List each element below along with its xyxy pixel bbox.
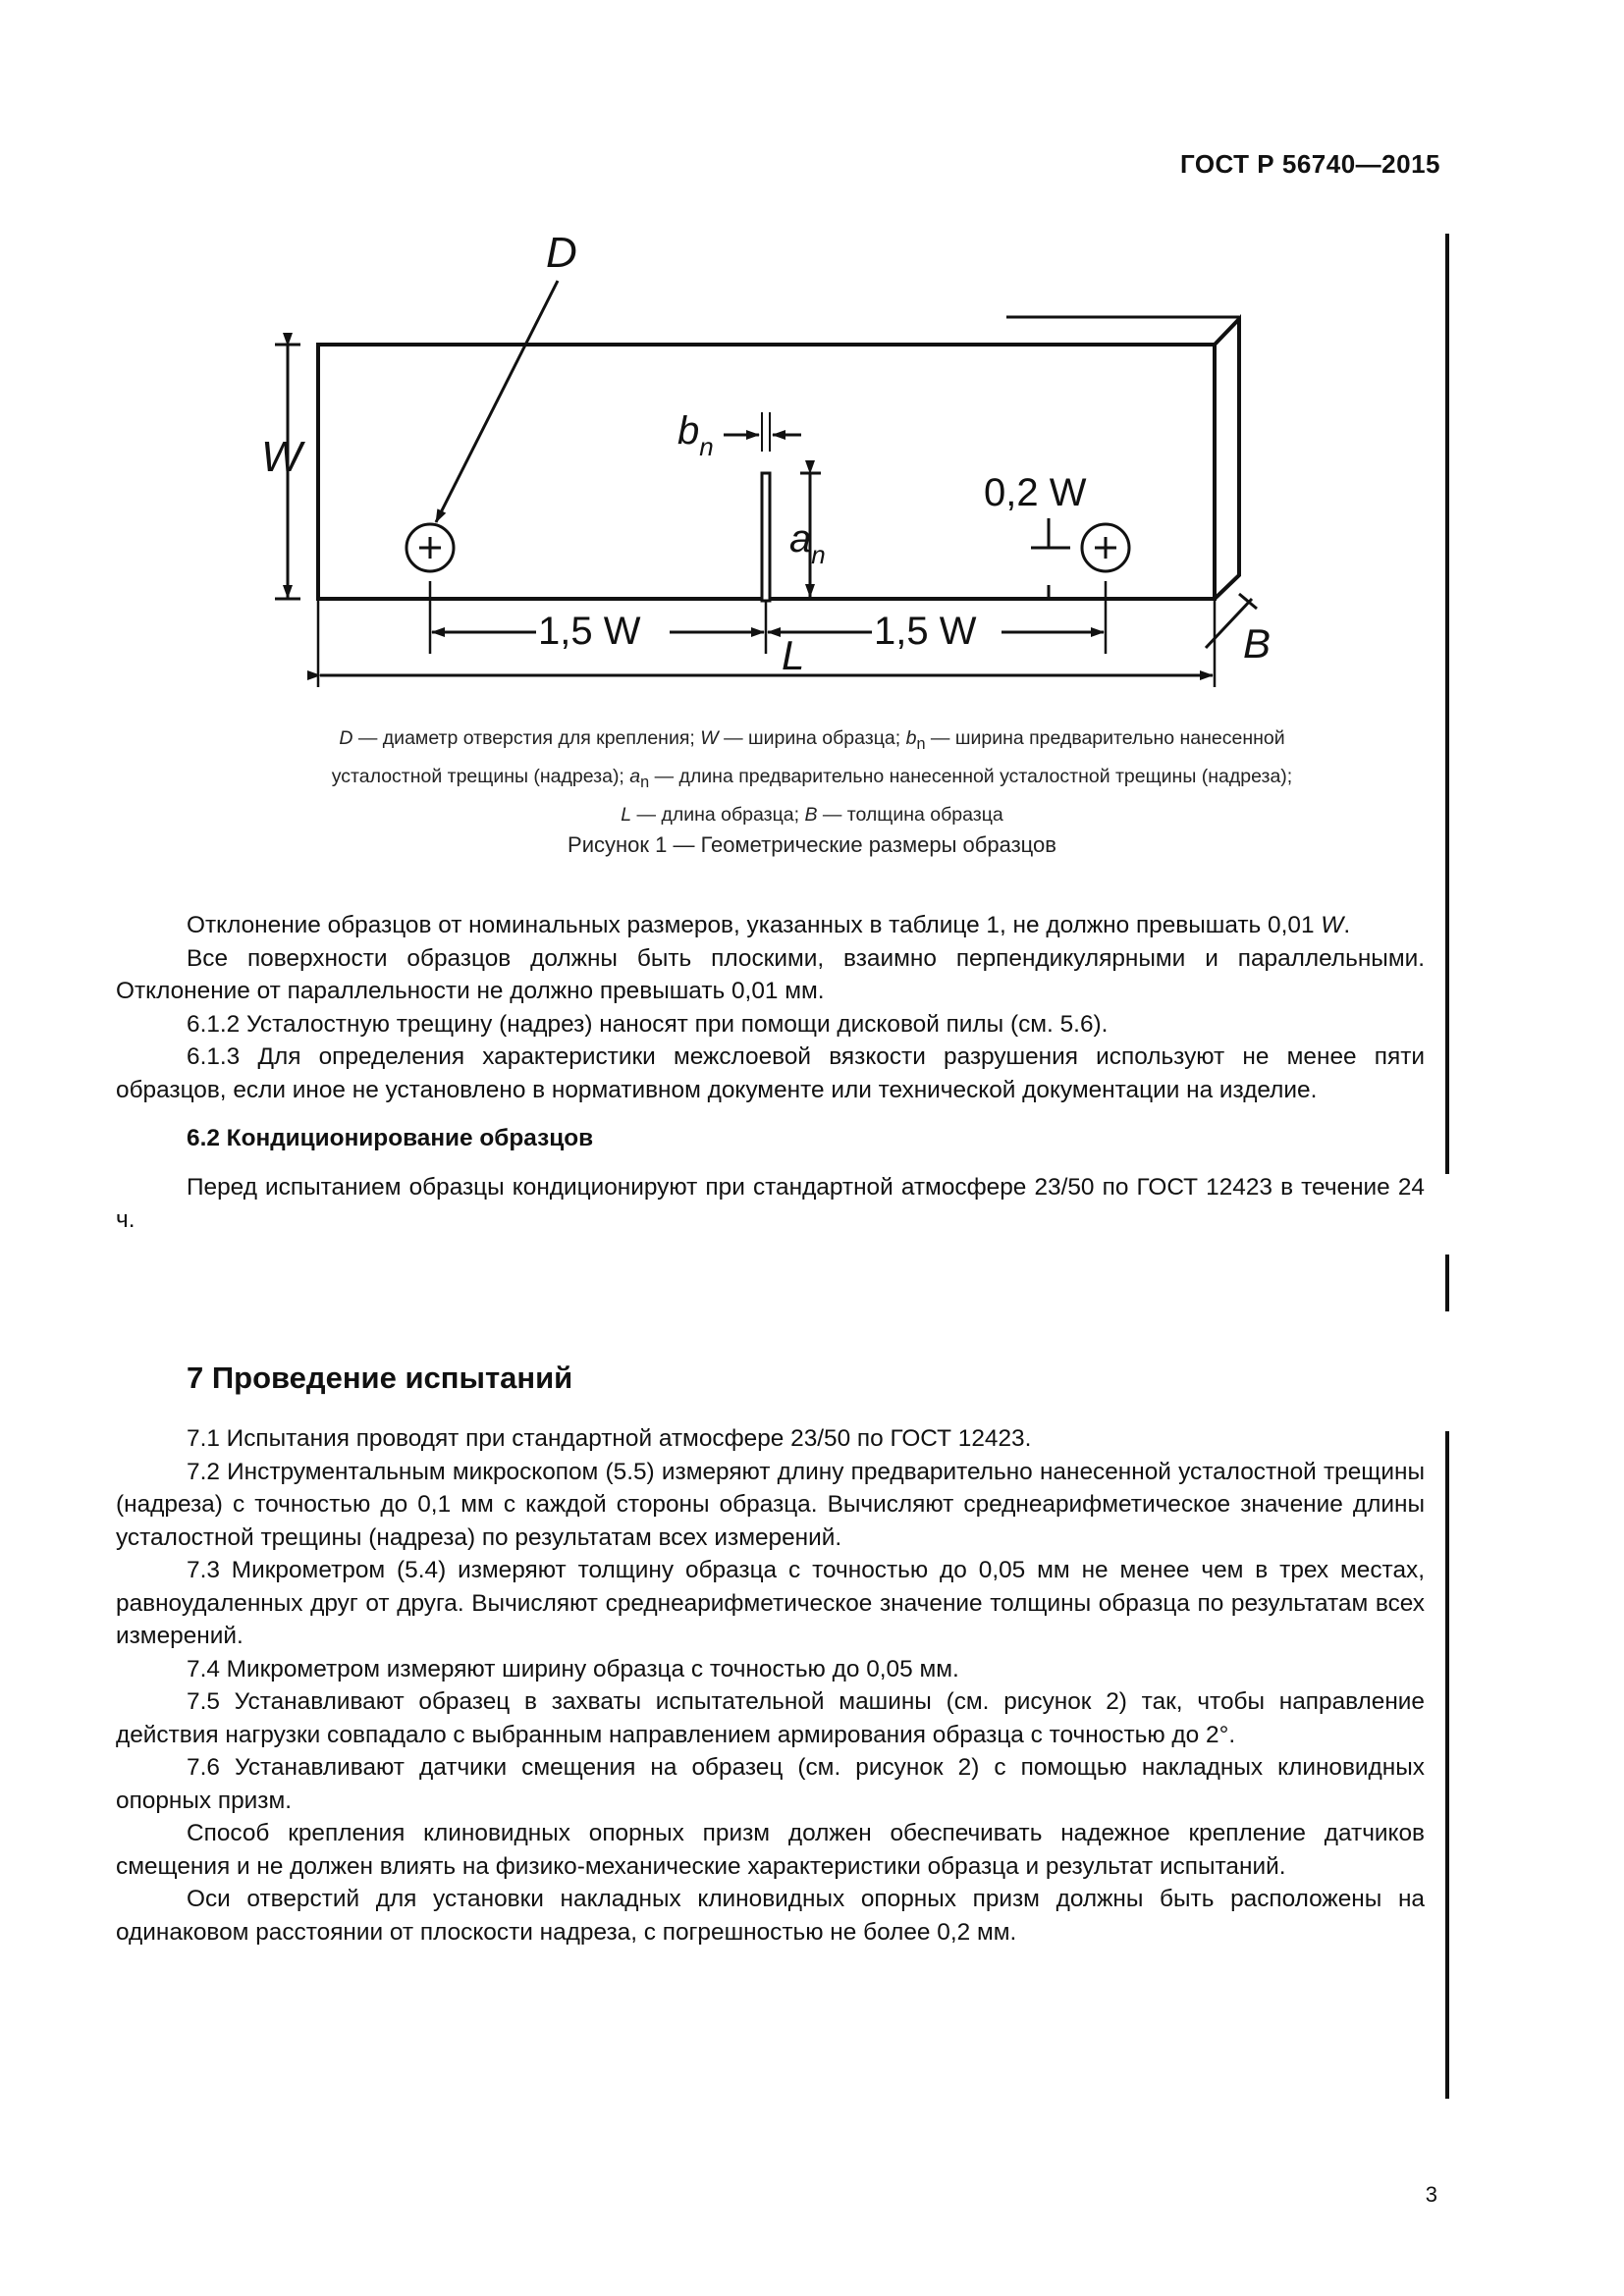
- d-leader: [436, 281, 558, 522]
- label-w: W: [261, 433, 302, 481]
- document-code: ГОСТ Р 56740—2015: [1179, 149, 1440, 179]
- paragraph: Способ крепления клиновидных опорных призм должен обеспечивать надежное крепление датчиков смещения и не должен влиять на физико-механические характеристики образца и результат испытаний.: [116, 1820, 1425, 1880]
- label-1-5w-right: 1,5 W: [874, 610, 977, 653]
- paragraph: 7.2 Инструментальным микроскопом (5.5) измеряют длину предварительно нанесенной усталостной трещины (надреза) с точностью до 0,1 мм с каждой стороны образца. Вычисляют среднеарифметическое значение длины усталостной трещины (надреза) по результатам всех измерений.: [116, 1458, 1425, 1551]
- paragraph: 7.5 Устанавливают образец в захваты испытательной машины (см. рисунок 2) так, чтобы направление действия нагрузки совпадало с выбранным направлением армирования образца с точностью до 2°.: [116, 1688, 1425, 1748]
- paragraph: 7.1 Испытания проводят при стандартной атмосфере 23/50 по ГОСТ 12423.: [187, 1425, 1032, 1452]
- specimen-figure: [0, 206, 1624, 707]
- subsection-title: 6.2 Кондиционирование образцов: [187, 1125, 594, 1151]
- change-bar: [1445, 1431, 1449, 2099]
- mounting-hole: [406, 524, 454, 571]
- paragraph: Отклонение образцов от номинальных размеров, указанных в таблице 1, не должно превышать 0,01 W.: [187, 912, 1351, 938]
- label-l: L: [782, 632, 805, 678]
- paragraph: 6.1.2 Усталостную трещину (надрез) наносят при помощи дисковой пилы (см. 5.6).: [187, 1010, 1109, 1038]
- w02-marker: [1031, 518, 1070, 599]
- figure-legend: D — диаметр отверстия для крепления; W — ширина образца; $b_n$ — ширина предварительно нанесенной усталостной трещины (надреза); $a_n$ — длина предварительно нанесенной усталостной трещины (надреза); L — длина образца; B — толщина образца: [331, 727, 1293, 826]
- label-bn: $b_n$: [677, 409, 714, 461]
- notch: [762, 473, 770, 601]
- label-0-2w: 0,2 W: [984, 471, 1087, 514]
- section-6-body: [116, 909, 1425, 1237]
- figure-caption: Рисунок 1 — Геометрические размеры образцов: [568, 832, 1056, 857]
- section-7-body: [116, 1422, 1425, 1949]
- page-number: 3: [1425, 2182, 1437, 2207]
- paragraph: Перед испытанием образцы кондиционируют при стандартной атмосфере 23/50 по ГОСТ 12423 в течение 24 ч.: [116, 1173, 1425, 1233]
- label-1-5w-left: 1,5 W: [538, 610, 641, 653]
- paragraph: 6.1.3 Для определения характеристики межслоевой вязкости разрушения используют не менее пяти образцов, если иное не установлено в нормативном документе или технической документации на изделие.: [116, 1043, 1425, 1103]
- label-an: $a_n$: [789, 517, 826, 569]
- change-bar: [1445, 1255, 1449, 1311]
- mounting-hole: [1082, 524, 1129, 571]
- paragraph: 7.4 Микрометром измеряют ширину образца с точностью до 0,05 мм.: [187, 1655, 959, 1682]
- paragraph: 7.6 Устанавливают датчики смещения на образец (см. рисунок 2) с помощью накладных клиновидных опорных призм.: [116, 1754, 1425, 1814]
- paragraph: 7.3 Микрометром (5.4) измеряют толщину образца с точностью до 0,05 мм не менее чем в трех местах, равноудаленных друг от друга. Вычисляют среднеарифметическое значение толщины образца по результатам всех измерений.: [116, 1557, 1425, 1649]
- section-7-title: 7 Проведение испытаний: [187, 1361, 573, 1395]
- paragraph: Оси отверстий для установки накладных клиновидных опорных призм должны быть расположены на одинаковом расстоянии от плоскости надреза, с погрешностью не более 0,2 мм.: [116, 1886, 1425, 1946]
- label-b: B: [1243, 620, 1272, 667]
- label-d: D: [546, 229, 577, 277]
- paragraph: Все поверхности образцов должны быть плоскими, взаимно перпендикулярными и параллельными. Отклонение от параллельности не должно превышать 0,01 мм.: [116, 944, 1425, 1004]
- specimen-thickness: [1215, 319, 1239, 599]
